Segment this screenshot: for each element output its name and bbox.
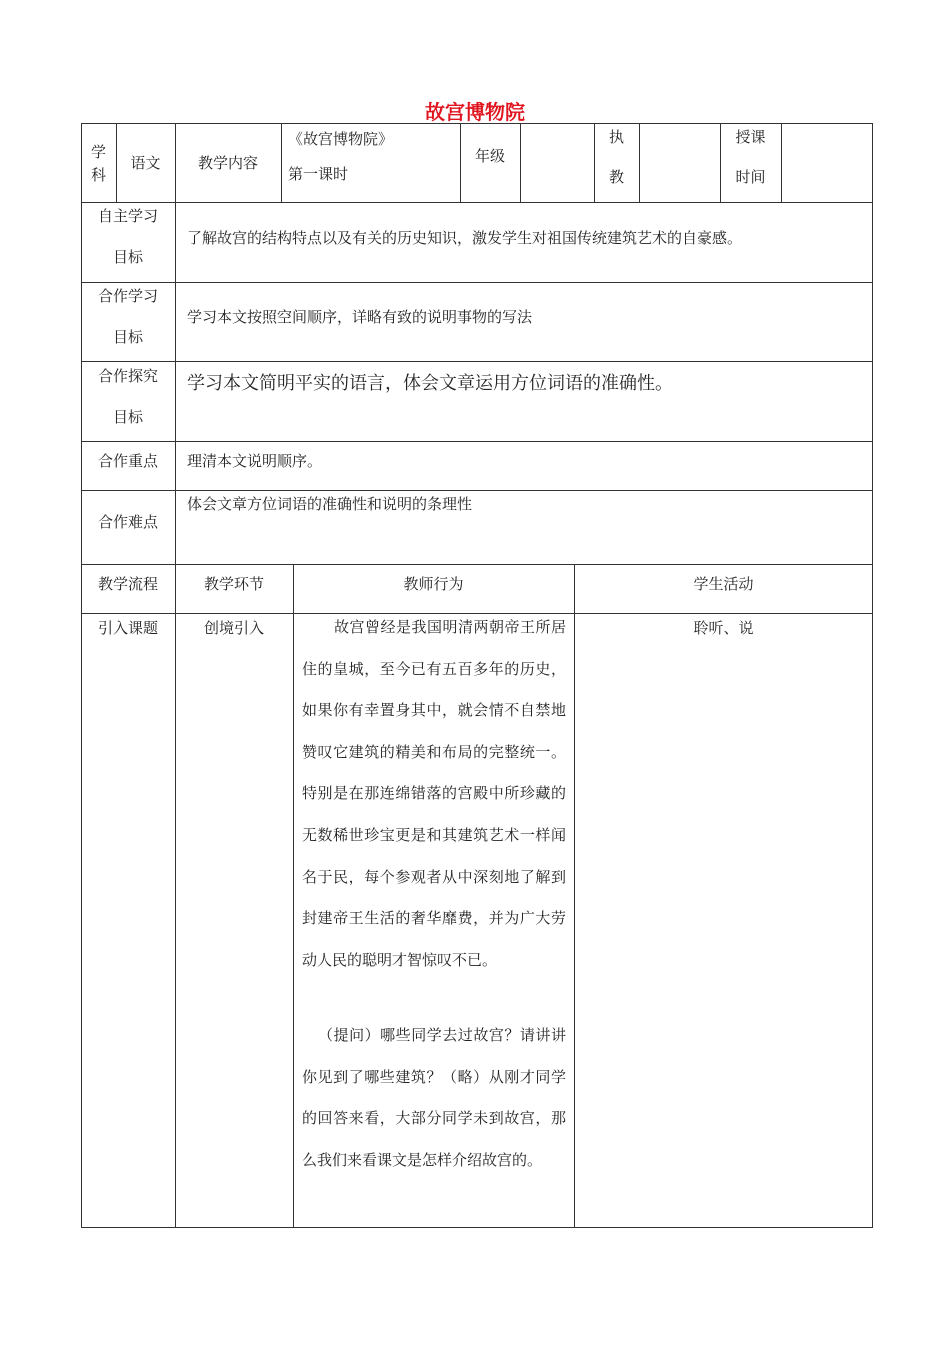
goal-text: 学习本文按照空间顺序，详略有致的说明事物的写法 — [187, 308, 533, 326]
teacher-paragraph-2: （提问）哪些同学去过故宫？请讲讲你见到了哪些建筑？（略）从刚才同学的回答来看，大部分同学未到故宫，那么我们来看课文是怎样介绍故宫的。 — [302, 1026, 566, 1169]
student-activity: 聆听、说 — [693, 619, 754, 637]
teacher-label-top: 执 — [608, 128, 624, 146]
process-header-teacher: 教师行为 — [403, 575, 464, 593]
subject-label-top: 学 — [90, 143, 106, 161]
goal-label-bottom: 目标 — [112, 408, 143, 426]
process-header-student: 学生活动 — [693, 575, 754, 593]
content-value-line1: 《故宫博物院》 — [288, 130, 394, 148]
goal-label-top: 自主学习 — [97, 207, 158, 225]
teacher-paragraph-1: 故宫曾经是我国明清两朝帝王所居住的皇城，至今已有五百多年的历史，如果你有幸置身其中，就会情不自禁地赞叹它建筑的精美和布局的完整统一。特别是在那连绵错落的宫殿中所珍藏的无数稀世珍宝更是和其建筑艺术一样闻名于民，每个参观者从中深刻地了解到封建帝王生活的奢华靡费，并为广大劳动人民的聪明才智惊叹不已。 — [302, 618, 566, 969]
content-value-line2: 第一课时 — [288, 165, 349, 183]
time-label-bottom: 时间 — [735, 168, 766, 186]
subject-value: 语文 — [130, 154, 161, 172]
page-title: 故宫博物院 — [425, 100, 525, 124]
grade-label: 年级 — [474, 147, 505, 165]
goal-text: 了解故宫的结构特点以及有关的历史知识，激发学生对祖国传统建筑艺术的自豪感。 — [187, 229, 743, 247]
goal-label-bottom: 目标 — [112, 248, 143, 266]
goal-text: 学习本文简明平实的语言，体会文章运用方位词语的准确性。 — [187, 373, 673, 394]
content-label: 教学内容 — [197, 154, 258, 172]
time-label-top: 授课 — [735, 128, 766, 146]
process-header-flow: 教学流程 — [97, 575, 158, 593]
difficulty-text: 体会文章方位词语的准确性和说明的条理性 — [187, 495, 473, 513]
subject-label-bottom: 科 — [90, 166, 106, 184]
process-flow: 引入课题 — [97, 619, 158, 637]
difficulty-label: 合作难点 — [97, 513, 158, 531]
key-point-text: 理清本文说明顺序。 — [187, 452, 323, 470]
teacher-label-bottom: 教 — [608, 168, 624, 186]
process-step: 创境引入 — [203, 619, 264, 637]
goal-label-top: 合作学习 — [97, 287, 158, 305]
key-point-label: 合作重点 — [97, 452, 158, 470]
goal-label-bottom: 目标 — [112, 328, 143, 346]
goal-label-top: 合作探究 — [97, 367, 158, 385]
process-header-step: 教学环节 — [203, 575, 264, 593]
